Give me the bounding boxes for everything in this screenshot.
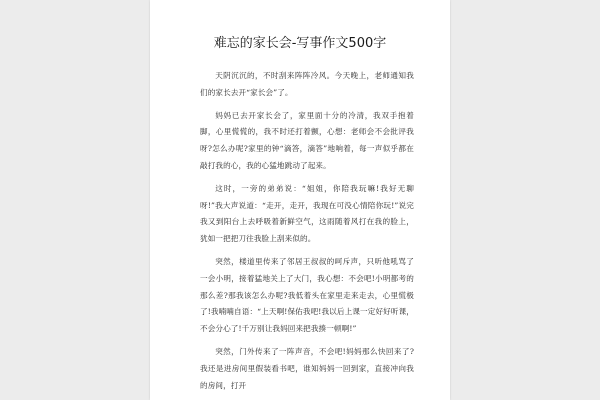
paragraph: 突然，门外传来了一阵声音，不会吧!妈妈那么快回来了?我还是进房间里假装看书吧，谁知妈妈一回到家，直接冲向我的房间，打开 xyxy=(200,346,414,390)
paragraph: 突然，楼道里传来了邻居王叔叔的呵斥声，只听他吼骂了一会小明，接着猛地关上了大门，我心想：不会吧!小明都考的那么差?那我该怎么办呢?我低着头在家里走来走去，心里慌极了!我喃喃自语：“上天啊!保佑我吧!我以后上课一定好好听课，不会分心了!千万别让我妈回来把我揍一顿啊!” xyxy=(200,256,414,334)
document-body xyxy=(200,68,414,400)
document-title: 难忘的家长会-写事作文500字 xyxy=(213,36,387,51)
paragraph: 妈妈已去开家长会了，家里面十分的冷清，我双手抱着脚，心里慌慌的，我不时还打着颤，心想：老师会不会批评我呀?怎么办呢?家里的钟“滴答，滴答”地响着，每一声似乎都在敲打我的心，我的心猛地跳动了起来。 xyxy=(200,110,414,170)
paragraph: 天阴沉沉的，不时刮来阵阵冷风。今天晚上，老师通知我们的家长去开“家长会”了。 xyxy=(200,71,414,97)
document-page xyxy=(150,0,450,400)
paragraph: 这时，一旁的弟弟说：“姐姐，你陪我玩嘛!我好无聊呀!”我大声说道：“走开，走开，我现在可没心情陪你玩!”说完我又到阳台上去呼吸着新鲜空气，这雨随着风打在我的脸上，犹如一把把刀往我脸上刮来似的。 xyxy=(200,183,414,244)
